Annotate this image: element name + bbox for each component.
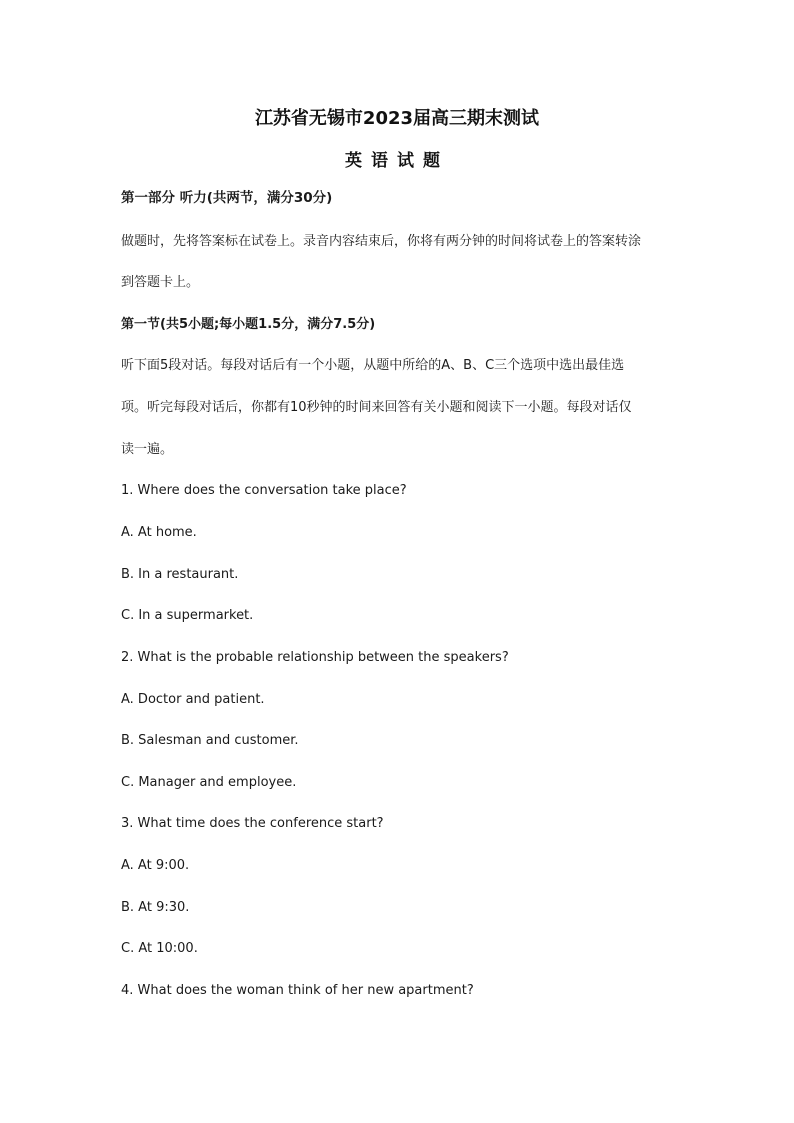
part1-heading: 第一部分 听力(共两节，满分30分) [121, 190, 333, 206]
section1-instructions-line: 项。听完每段对话后，你都有10秒钟的时间来回答有关小题和阅读下一小题。每段对话仅 [121, 400, 632, 415]
section1-heading: 第一节(共5小题;每小题1.5分，满分7.5分) [121, 317, 376, 332]
section1-instructions-line: 听下面5段对话。每段对话后有一个小题，从题中所给的A、B、C三个选项中选出最佳选 [121, 358, 625, 373]
answer-option: A. Doctor and patient. [121, 692, 265, 707]
answer-option: C. Manager and employee. [121, 775, 297, 790]
question-stem: 1. Where does the conversation take place? [121, 483, 407, 498]
answer-option: C. In a supermarket. [121, 608, 254, 623]
answer-option: A. At home. [121, 525, 197, 540]
question-stem: 2. What is the probable relationship between the speakers? [121, 650, 509, 665]
question-stem: 4. What does the woman think of her new apartment? [121, 983, 474, 998]
answer-option: B. At 9:30. [121, 900, 190, 915]
exam-title: 江苏省无锡市2023届高三期末测试 [254, 108, 540, 129]
answer-option: B. Salesman and customer. [121, 733, 299, 748]
answer-option: C. At 10:00. [121, 941, 198, 956]
section1-instructions-line: 读一遍。 [121, 442, 174, 457]
exam-subtitle: 英语试题 [345, 151, 449, 171]
answer-option: B. In a restaurant. [121, 567, 239, 582]
part1-instructions-line: 到答题卡上。 [121, 275, 200, 290]
part1-instructions-line: 做题时，先将答案标在试卷上。录音内容结束后，你将有两分钟的时间将试卷上的答案转涂 [121, 234, 642, 249]
question-stem: 3. What time does the conference start? [121, 816, 384, 831]
answer-option: A. At 9:00. [121, 858, 190, 873]
